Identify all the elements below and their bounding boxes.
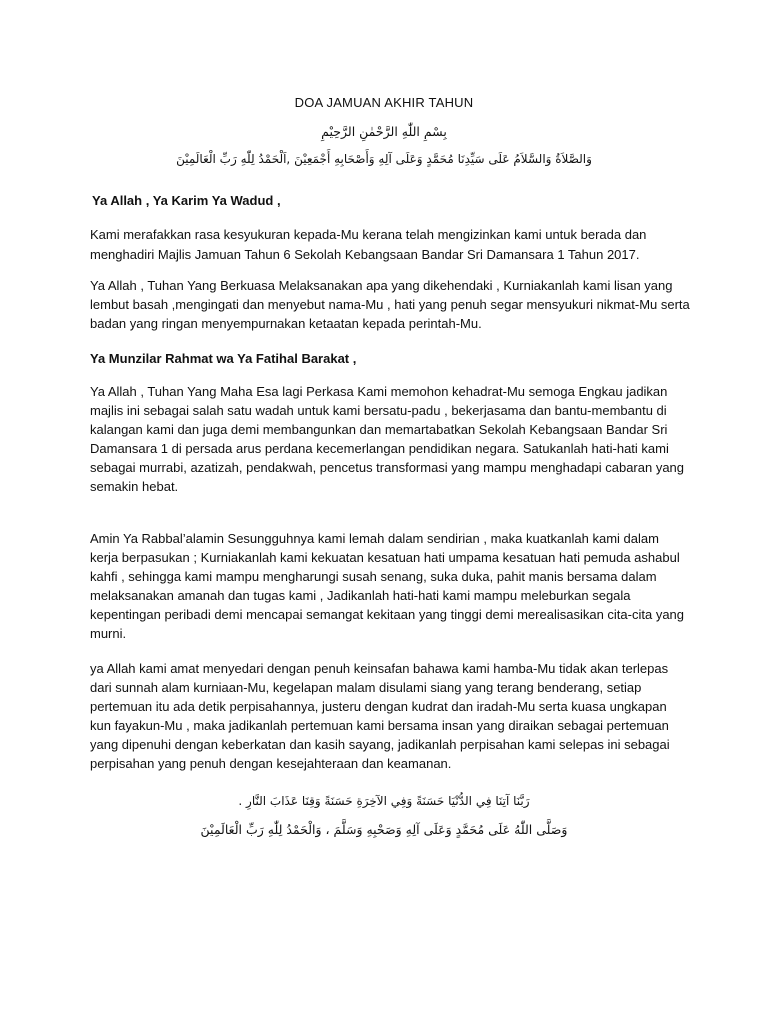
paragraph-kesyukuran: Kami merafakkan rasa kesyukuran kepada-Mu kerana telah mengizinkan kami untuk berada dan menghadiri Majlis Jamuan Tahun 6 Sekolah Kebangsaan Bandar Sri Damansara 1 Tahun 2017. [90,227,647,262]
heading-ya-allah: Ya Allah , Ya Karim Ya Wadud , [92,193,281,208]
paragraph-keinsafan: ya Allah kami amat menyedari dengan penuh keinsafan bahawa kami hamba-Mu tidak akan terlepas dari sunnah alam kurniaan-Mu, kegelapan malam disulami siang yang terang benderang, setiap pertemuan itu ada detik perpisahannya, justeru dengan kudrat dan iradah-Mu serta kuasa ungkapan kun fayakun-Mu , maka jadikanlah pertemuan kami bersama insan yang diraikan sebagai pertemuan yang dipenuhi dengan keberkatan dan kasih sayang, jadikanlah perpisahan kami selepas ini sebagai perpisahan yang penuh dengan kesejahteraan dan keamanan. [90,661,670,771]
arabic-basmalah: بِسْمِ اللّٰهِ الرَّحْمٰنِ الرَّحِيْمِ [321,124,447,139]
arabic-rabbana: رَبَّنَا آتِنَا فِي الدُّنْيَا حَسَنَةً وَفِي الآخِرَةِ حَسَنَةً وَقِنَا عَذَابَ النَّارِ . [238,794,530,808]
document-title: DOA JAMUAN AKHIR TAHUN [294,95,474,110]
paragraph-amin: Amin Ya Rabbal’alamin Sesungguhnya kami lemah dalam sendirian , maka kuatkanlah kami dalam kerja berpasukan ; Kurniakanlah kami kekuatan kesatuan hati umpama kesatuan hati pemuda ashabul kahfi , sehingga kami mampu mengharungi susah senang, suka duka, pahit manis bersama dalam melaksanakan amanah dan tugas kami , Jadikanlah hati-hati kami mampu meleburkan segala kepentingan peribadi demi mencapai semangat kekitaan yang tinggi demi merealisasikan cita-cita yang murni. [90,531,685,641]
arabic-salawat: وَالصَّلاَةُ وَالسَّلاَمُ عَلَى سَيِّدِنَا مُحَمَّدٍ وَعَلَى آلِهِ وَأَصْحَابِهِ أَجْمَعِيْنَ ,اَلْحَمْدُ لِلّٰهِ رَبِّ الْعَالَمِيْنَ [176,152,592,166]
paragraph-maha-esa: Ya Allah , Tuhan Yang Maha Esa lagi Perkasa Kami memohon kehadrat-Mu semoga Engkau jadikan majlis ini sebagai salah satu wadah untuk kami bersatu-padu , bekerjasama dan bantu-membantu di kalangan kami dan juga demi membangunkan dan memartabatkan Sekolah Kebangsaan Bandar Sri Damansara 1 di persada arus perdana kecemerlangan pendidikan negara. Satukanlah hati-hati kami sebagai murrabi, azatizah, pendakwah, pencetus transformasi yang mampu menghadapi cabaran yang semakin hebat. [90,384,685,494]
paragraph-tuhan-berkuasa: Ya Allah , Tuhan Yang Berkuasa Melaksanakan apa yang dikehendaki , Kurniakanlah kami lisan yang lembut basah ,mengingati dan menyebut nama-Mu , hati yang penuh segar mensyukuri nikmat-Mu serta badan yang ringan menyempurnakan ketaatan kepada perintah-Mu. [90,278,690,331]
heading-munzilar-rahmat: Ya Munzilar Rahmat wa Ya Fatihal Barakat , [90,351,357,366]
arabic-closing: وَصَلَّى اللّٰهُ عَلَى مُحَمَّدٍ وَعَلَى آلِهِ وَصَحْبِهِ وَسَلَّمَ ، وَالْحَمْدُ لِلّٰهِ رَبِّ الْعَالَمِيْنَ [200,822,568,837]
